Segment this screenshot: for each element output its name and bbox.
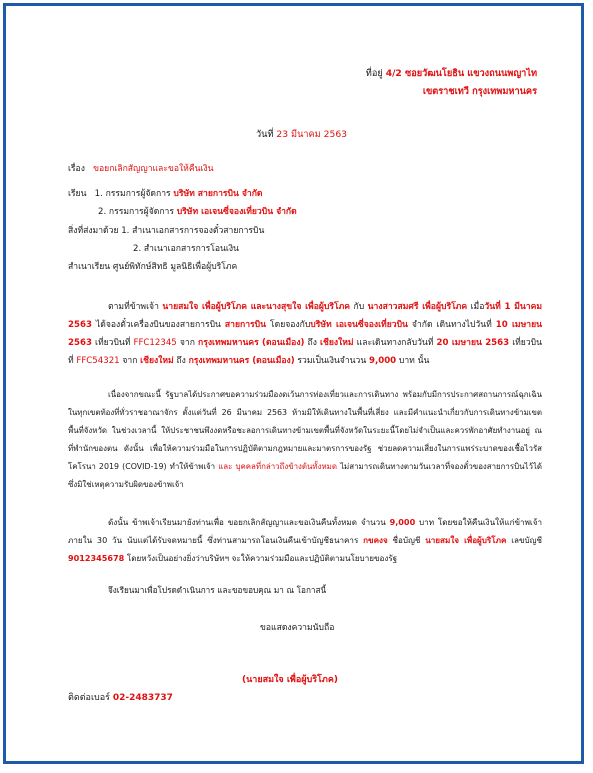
p3-account-number: 9012345678	[68, 553, 125, 563]
p1-airline: สายการบิน	[224, 320, 267, 330]
attachments-line1	[68, 223, 264, 237]
p1-origin: กรุงเทพมหานคร (ดอนเมือง)	[198, 338, 305, 348]
subject-line	[68, 161, 213, 175]
p1-text: รวมเป็นเงินจำนวน	[294, 356, 369, 366]
signature-name-text: (นายสมใจ เพื่อผู้บริโภค)	[242, 675, 338, 685]
cc-line	[68, 259, 237, 273]
p1-text: ถึง	[304, 338, 321, 348]
subject-label: เรื่อง	[68, 164, 85, 174]
body-paragraph-4	[108, 584, 326, 597]
p1-return-date: 20 เมษายน 2563	[436, 338, 510, 348]
date-label: วันที่	[256, 129, 277, 140]
p3-text: เลขบัญชี	[506, 535, 542, 545]
p1-depart-date: 10 เมษายน 2563	[68, 320, 542, 348]
letter-date	[256, 127, 347, 142]
p1-text: จำกัด เดินทางไปวันที่	[407, 320, 496, 330]
p1-text: เที่ยวบินที่	[68, 338, 542, 366]
attachments-label: สิ่งที่ส่งมาด้วย	[68, 226, 119, 236]
recipient-line1	[68, 186, 263, 200]
address-value: 4/2 ซอยวัฒนโยธิน แขวงถนนพญาไท	[385, 68, 537, 79]
p1-names: นายสมใจ เพื่อผู้บริโภค และนางสุขใจ เพื่อผู้บริโภค	[162, 302, 351, 312]
attachments-line2	[133, 241, 239, 255]
letter-page	[3, 3, 584, 764]
recipient1-prefix: 1. กรรมการผู้จัดการ	[94, 189, 174, 199]
p3-account-name: นายสมใจ เพื่อผู้บริโภค	[425, 535, 507, 545]
body-paragraph-2	[68, 386, 542, 494]
p1-text: เที่ยวบินที่	[91, 338, 134, 348]
p4-text: จึงเรียนมาเพื่อโปรดดำเนินการ และขอขอบคุณ มา ณ โอกาสนี้	[108, 585, 327, 595]
p1-booking-date: วันที่ 1 มีนาคม 2563	[68, 302, 543, 330]
p2-text: เนื่องจากขณะนี้ รัฐบาลได้ประกาศขอความร่วมมืองดเว้นการท่องเที่ยวและการเดินทาง พร้อมกับมีการประกาศสถานการณ์ฉุกเฉินในทุกเขตท้องที่ทั่วราชอาณาจักร ตั้งแต่วันที่ 26 มีนาคม 2563 ห้ามมิให้เดินทางในพื้นที่เสี่ยง และมีคำแนะนำเกี่ยวกับการเดินทางข้ามเขตพื้นที่จังหวัด ในช่วงเวลานี้ ให้ประชาชนพึงงดหรือชะลอการเดินทางข้ามเขตพื้นที่จังหวัดในระยะนี้โดยไม่จำเป็นและควรพักอาศัยทำงานอยู่ ณ ที่พำนักของตน ดังนั้น เพื่อให้ความร่วมมือในการปฏิบัติตามกฎหมายและมาตรการของรัฐ ช่วยลดความเสี่ยงในการแพร่ระบาดของเชื้อไวรัสโคโรนา 2019 (COVID-19) ทำให้ข้าพเจ้า	[68, 390, 542, 471]
p1-amount: 9,000	[368, 356, 397, 366]
address-label: ที่อยู่	[365, 68, 386, 79]
date-value: 23 มีนาคม 2563	[276, 129, 348, 140]
p1-text: จาก	[176, 338, 199, 348]
p1-destination: เชียงใหม่	[320, 338, 354, 348]
attachment-item-2: 2. สำเนาเอกสารการโอนเงิน	[133, 244, 239, 254]
p3-bank: กขคงจ	[363, 535, 388, 545]
p1-text: บาท นั้น	[396, 356, 430, 366]
p2-text: ไม่สามารถเดินทางตามวันเวลาที่จองตั๋วของสายการบินไว้ได้ ซึ่งมิใช่เหตุความรับผิดของข้าพเจ้า	[68, 462, 542, 489]
p3-text: โดยหวังเป็นอย่างยิ่งว่าบริษัทฯ จะให้ความร่วมมือและปฏิบัติตามนโยบายของรัฐ	[124, 553, 398, 563]
address-city: เขตราชเทวี กรุงเทพมหานคร	[422, 86, 537, 97]
sender-address-line1	[366, 66, 537, 81]
closing	[260, 620, 334, 634]
p1-flight-back: FFC54321	[76, 356, 120, 366]
p3-text: บาท โดยขอให้คืนเงินให้แก่ข้าพเจ้า ภายใน 30 วัน นับแต่ได้รับจดหมายนี้ ซึ่งท่านสามารถโอนเงินคืนเข้าบัญชีธนาคาร	[68, 517, 542, 545]
cc-text: สำเนาเรียน ศูนย์พิทักษ์สิทธิ มูลนิธิเพื่อผู้บริโภค	[68, 262, 238, 272]
p1-return-origin: เชียงใหม่	[140, 356, 174, 366]
p1-text: จาก	[119, 356, 141, 366]
contact-label: ติดต่อเบอร์	[68, 693, 113, 703]
signature-name	[242, 672, 338, 686]
recipient-label: เรียน	[68, 189, 87, 199]
p1-text: โดยจองกับ	[266, 320, 311, 330]
p1-text: เมื่อ	[467, 302, 485, 312]
recipient2-value: บริษัท เอเจนซี่จองเที่ยวบิน จำกัด	[176, 207, 297, 217]
p1-text: ถึง	[173, 356, 189, 366]
contact-phone: 02-2483737	[112, 693, 173, 703]
body-paragraph-3	[68, 513, 542, 567]
body-paragraph-1	[68, 298, 542, 370]
contact-line	[68, 690, 173, 704]
p2-persons: และ บุคคลที่กล่าวถึงข้างต้นทั้งหมด	[218, 462, 337, 471]
p1-flight-out: FFC12345	[133, 338, 177, 348]
p1-name-3: นางสาวสมศรี เพื่อผู้บริโภค	[367, 302, 468, 312]
p1-text: และเดินทางกลับวันที่	[353, 338, 437, 348]
p1-return-destination: กรุงเทพมหานคร (ดอนเมือง)	[188, 356, 295, 366]
p3-amount: 9,000	[389, 517, 416, 527]
recipient2-prefix: 2. กรรมการผู้จัดการ	[98, 207, 177, 217]
subject-value: ขอยกเลิกสัญญาและขอให้คืนเงิน	[93, 164, 214, 174]
p3-text: ชื่อบัญชี	[387, 535, 426, 545]
closing-text: ขอแสดงความนับถือ	[260, 623, 335, 633]
p1-text: ตามที่ข้าพเจ้า	[108, 302, 163, 312]
p1-agency: บริษัท เอเจนซี่จองเที่ยวบิน	[310, 320, 408, 330]
p1-text: ได้จองตั๋วเครื่องบินของสายการบิน	[91, 320, 225, 330]
recipient1-value: บริษัท สายการบิน จำกัด	[173, 189, 263, 199]
sender-address-line2	[423, 84, 537, 99]
recipient-line2	[98, 204, 297, 218]
attachment-item-1: 1. สำเนาเอกสารการจองตั๋วสายการบิน	[121, 226, 265, 236]
p1-text: กับ	[350, 302, 368, 312]
p3-text: ดังนั้น ข้าพเจ้าเรียนมายังท่านเพื่อ ขอยกเลิกสัญญาและขอเงินคืนทั้งหมด จำนวน	[108, 517, 390, 527]
